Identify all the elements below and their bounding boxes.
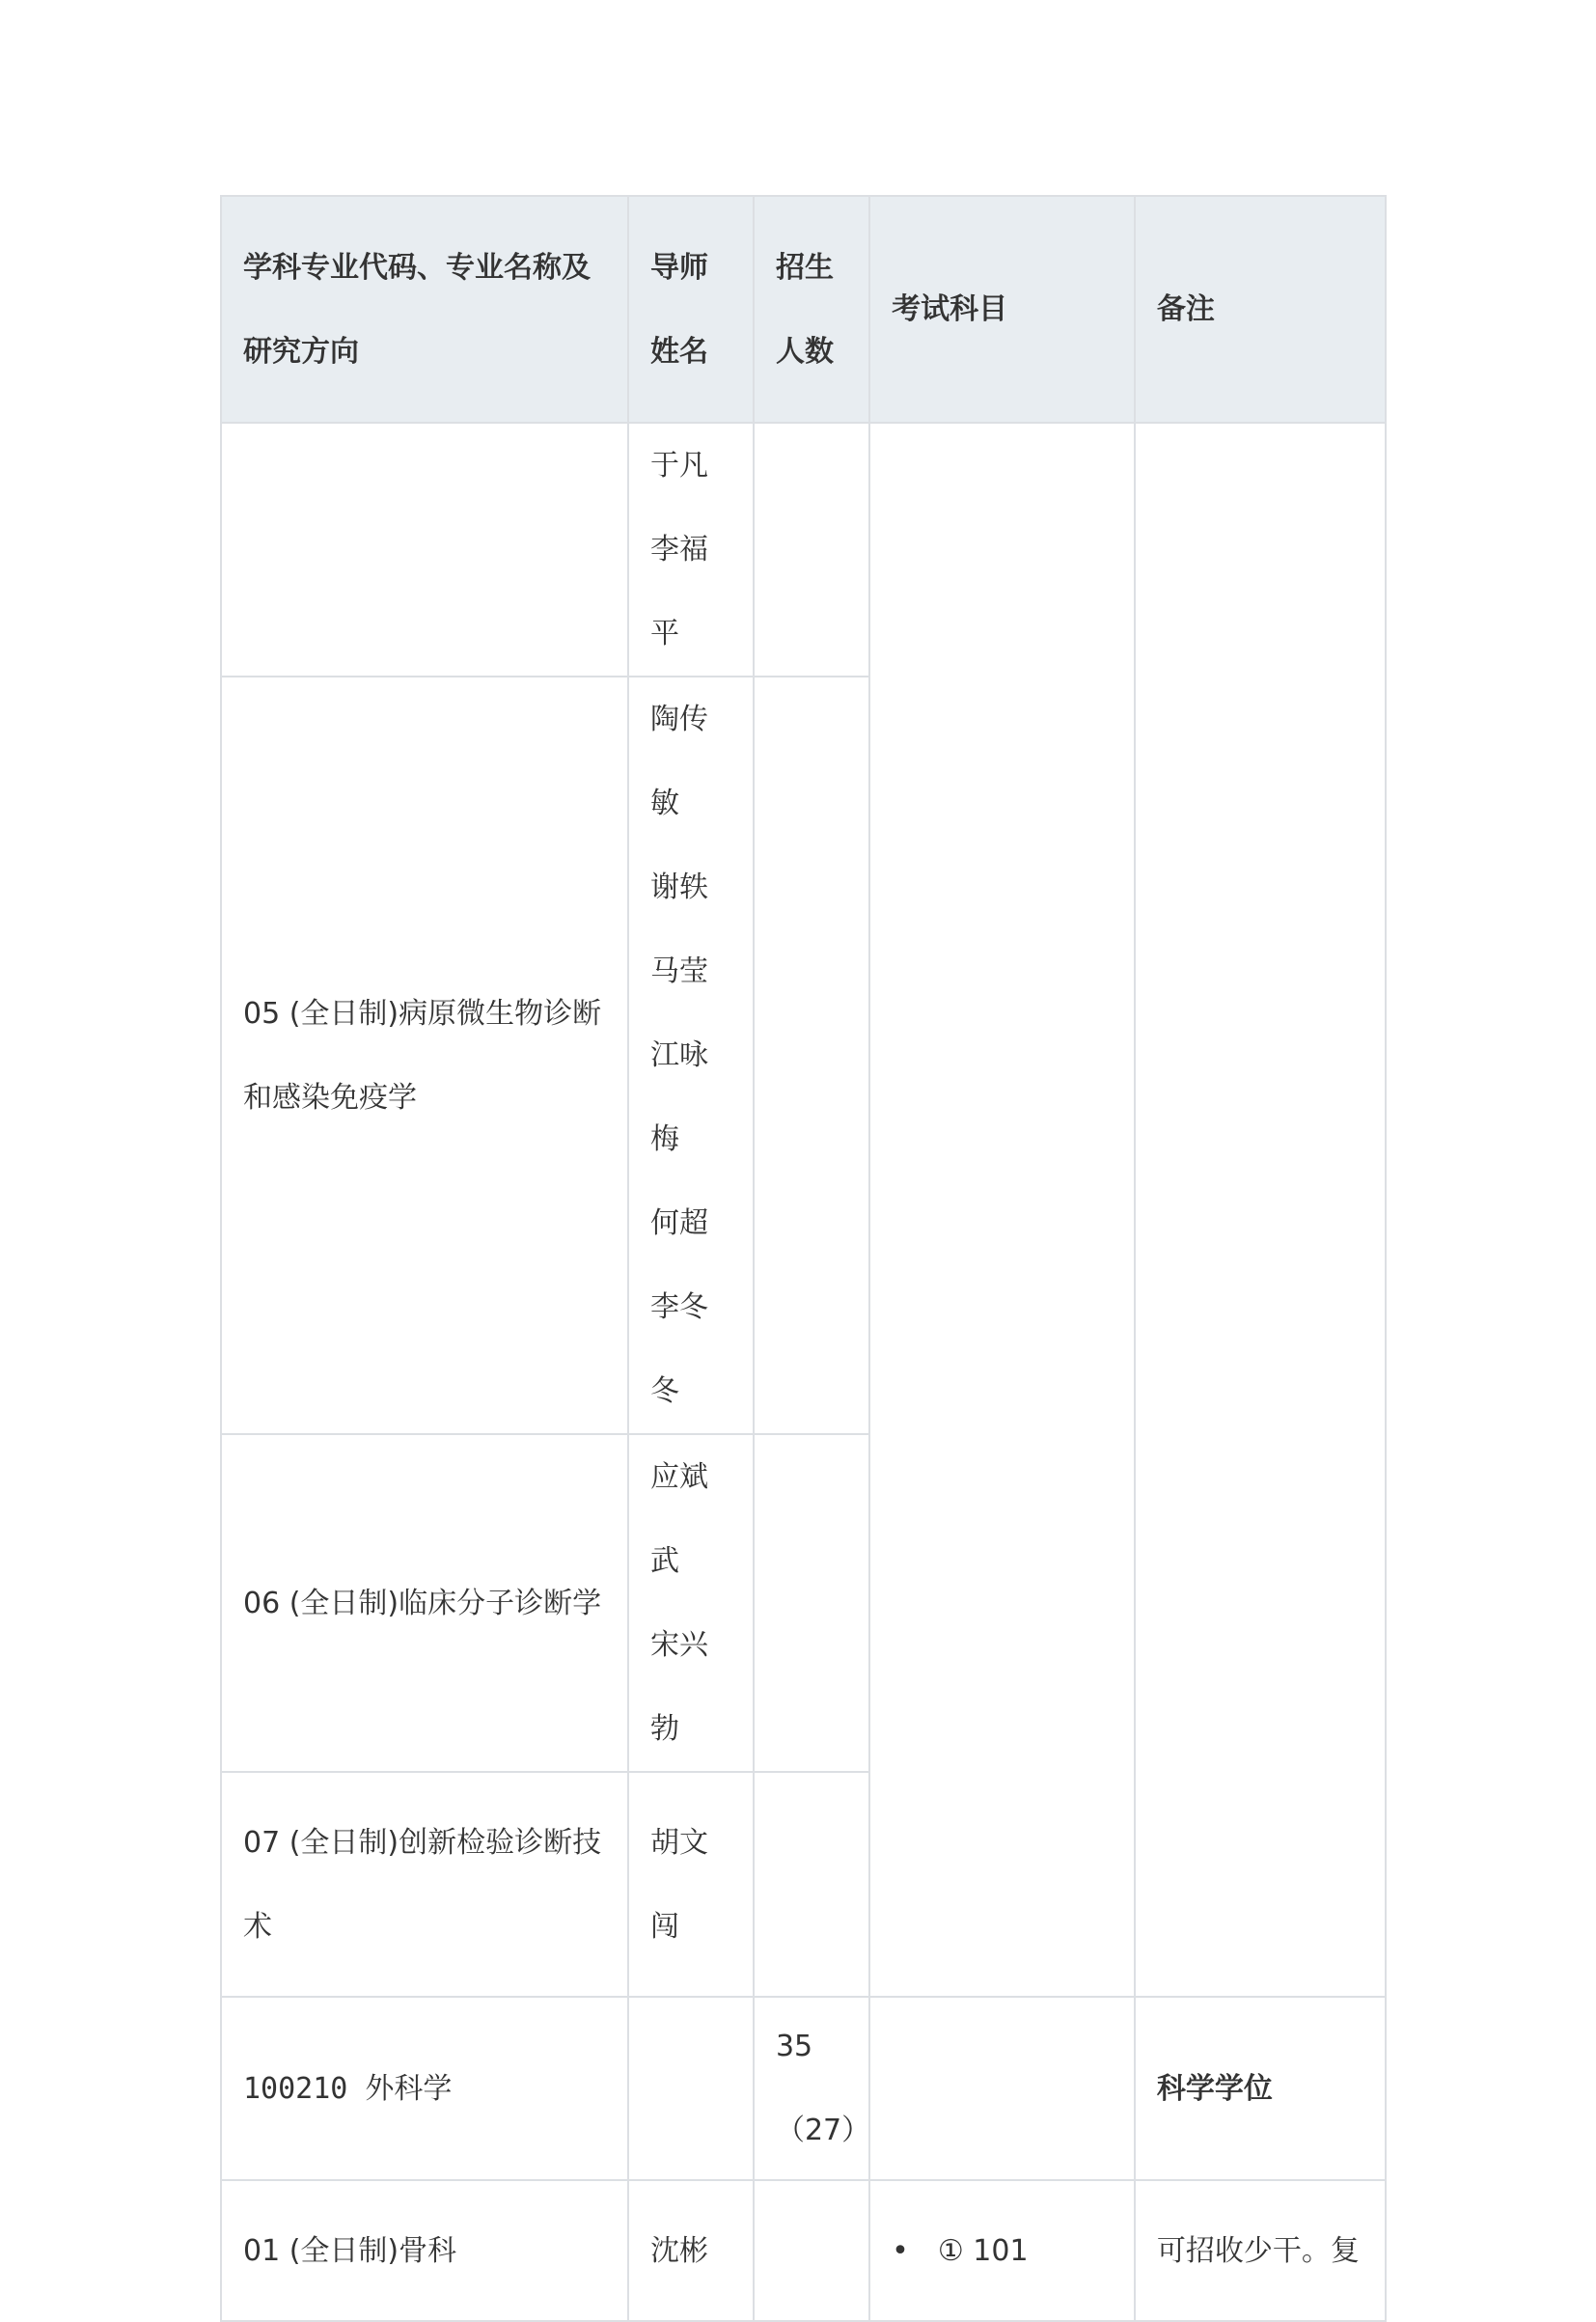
table-row <box>221 423 1386 677</box>
enrollment-cell <box>754 1772 869 1997</box>
enrollment-cell: 35 （27） <box>754 1997 869 2180</box>
header-enrollment: 招生人数 <box>754 196 869 423</box>
advisor-name: 谢轶 <box>649 871 708 904</box>
exam-cell <box>869 1997 1135 2180</box>
advisor-name: 何超 <box>649 1206 708 1240</box>
header-advisor: 导师姓名 <box>628 196 754 423</box>
header-row <box>221 196 1386 423</box>
advisor-name: 马莹 <box>649 954 708 988</box>
advisor-name: 应斌武 <box>649 1460 708 1578</box>
advisor-name: 于凡 <box>649 449 708 483</box>
advisor-cell <box>628 1434 754 1772</box>
exam-cell <box>869 2180 1135 2321</box>
advisor-cell <box>628 1997 754 2180</box>
advisor-name: 宋兴勃 <box>649 1628 708 1746</box>
advisor-name: 胡文闯 <box>649 1825 708 1944</box>
notes-cell: 科学学位 <box>1135 1997 1386 2180</box>
advisor-name: 沈彬 <box>649 2233 708 2268</box>
advisor-name: 江咏梅 <box>649 1038 708 1156</box>
exam-subject: ① 101 <box>937 2233 1029 2268</box>
header-exam: 考试科目 <box>869 196 1135 423</box>
notes-cell <box>1135 423 1386 1997</box>
enrollment-cell <box>754 1434 869 1772</box>
advisor-name: 李福平 <box>649 533 708 650</box>
table-row <box>221 1997 1386 2180</box>
advisor-cell <box>628 2180 754 2321</box>
major-cell: 01 (全日制)骨科 <box>221 2180 628 2321</box>
advisor-name: 陶传敏 <box>649 703 708 820</box>
advisor-cell <box>628 1772 754 1997</box>
header-major: 学科专业代码、专业名称及研究方向 <box>221 196 628 423</box>
notes-cell: 可招收少干。复 <box>1135 2180 1386 2321</box>
advisor-name: 李冬冬 <box>649 1290 708 1408</box>
major-cell: 06 (全日制)临床分子诊断学 <box>221 1434 628 1772</box>
admissions-table <box>220 195 1387 2322</box>
major-cell: 07 (全日制)创新检验诊断技术 <box>221 1772 628 1997</box>
bullet-icon: • <box>892 2233 909 2268</box>
enrollment-cell <box>754 423 869 677</box>
major-cell <box>221 423 628 677</box>
enrollment-cell <box>754 2180 869 2321</box>
advisor-cell <box>628 677 754 1434</box>
table-row <box>221 2180 1386 2321</box>
advisor-cell <box>628 423 754 677</box>
header-notes: 备注 <box>1135 196 1386 423</box>
major-cell: 100210 外科学 <box>221 1997 628 2180</box>
major-cell: 05 (全日制)病原微生物诊断和感染免疫学 <box>221 677 628 1434</box>
enrollment-cell <box>754 677 869 1434</box>
exam-cell <box>869 423 1135 1997</box>
